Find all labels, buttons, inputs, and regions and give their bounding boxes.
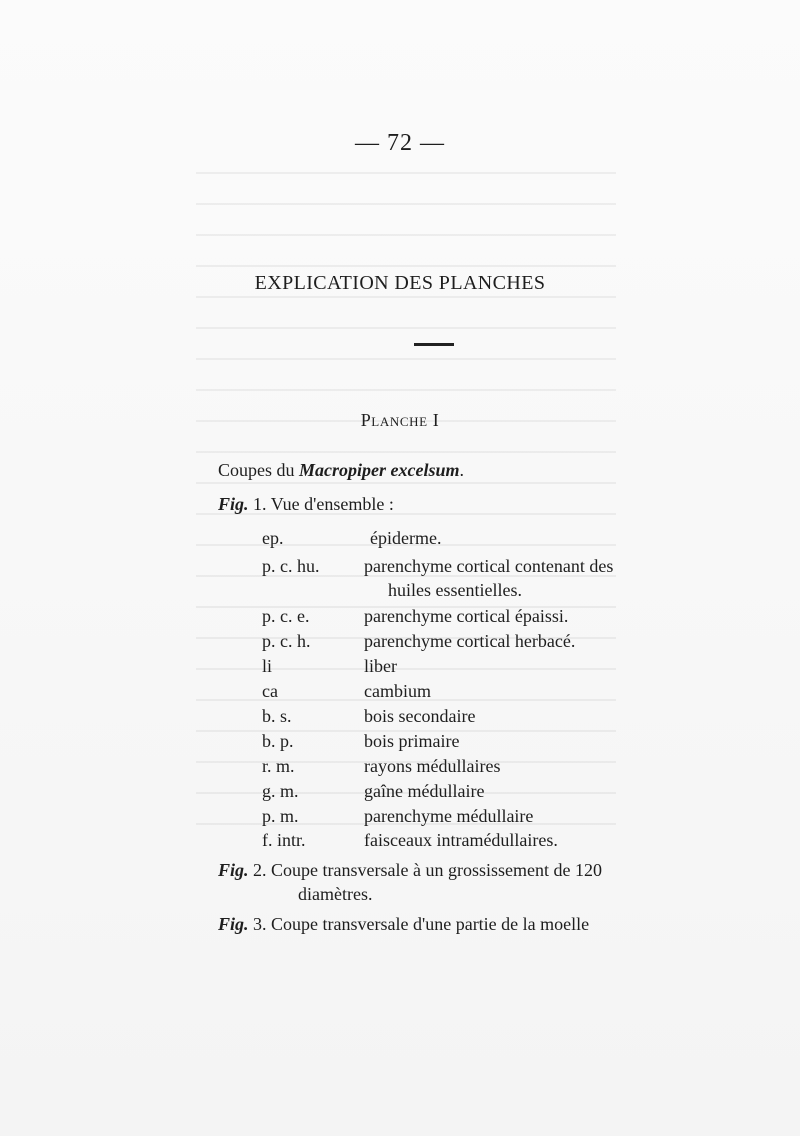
page-title: EXPLICATION DES PLANCHES — [254, 272, 546, 294]
figure-2-caption — [218, 860, 602, 881]
fig-text: 3. Coupe transversale d'une partie de la moelle — [248, 914, 590, 934]
legend-desc: parenchyme cortical épaissi. — [364, 606, 569, 626]
fig-label: Fig. — [218, 494, 249, 514]
legend-desc: faisceaux intramédullaires. — [364, 830, 558, 850]
legend-desc: cambium — [364, 681, 431, 701]
section-heading: Planche I — [360, 410, 440, 430]
figure-1-caption — [218, 494, 394, 515]
legend-abbr: p. c. e. — [262, 606, 310, 626]
legend-abbr: r. m. — [262, 756, 295, 776]
legend-desc: parenchyme médullaire — [364, 806, 534, 826]
legend-desc: bois secondaire — [364, 706, 476, 726]
legend-desc: parenchyme cortical herbacé. — [364, 631, 576, 651]
legend-abbr: p. c. h. — [262, 631, 311, 651]
intro-suffix: . — [459, 460, 464, 480]
legend-abbr: b. s. — [262, 706, 292, 726]
legend-abbr: ca — [262, 681, 278, 701]
figure-3-caption — [218, 914, 589, 935]
legend-desc-continued: huiles essentielles. — [388, 580, 522, 600]
species-name: Macropiper excelsum — [299, 460, 460, 480]
legend-desc: rayons médullaires — [364, 756, 501, 776]
legend-abbr: li — [262, 656, 273, 676]
legend-desc: bois primaire — [364, 731, 460, 751]
legend-abbr: f. intr. — [262, 830, 306, 850]
legend-abbr: b. p. — [262, 731, 294, 751]
legend-desc: liber — [364, 656, 397, 676]
legend-abbr: g. m. — [262, 781, 299, 801]
page-number: — 72 — — [355, 130, 445, 156]
legend-desc: gaîne médullaire — [364, 781, 485, 801]
legend-desc: épiderme. — [370, 528, 442, 548]
fig-label: Fig. — [218, 914, 249, 934]
legend-abbr: ep. — [262, 528, 284, 548]
intro-prefix: Coupes du — [218, 460, 299, 480]
legend-abbr: p. m. — [262, 806, 299, 826]
fig-label: Fig. — [218, 860, 249, 880]
title-divider — [414, 343, 454, 346]
legend-desc: parenchyme cortical contenant des — [364, 556, 614, 576]
fig-text: 1. Vue d'ensemble : — [248, 494, 394, 514]
legend-abbr: p. c. hu. — [262, 556, 320, 576]
figure-2-caption-continued: diamètres. — [298, 884, 373, 904]
fig-text: 2. Coupe transversale à un grossissement de 120 — [248, 860, 602, 880]
intro-line — [218, 460, 464, 481]
